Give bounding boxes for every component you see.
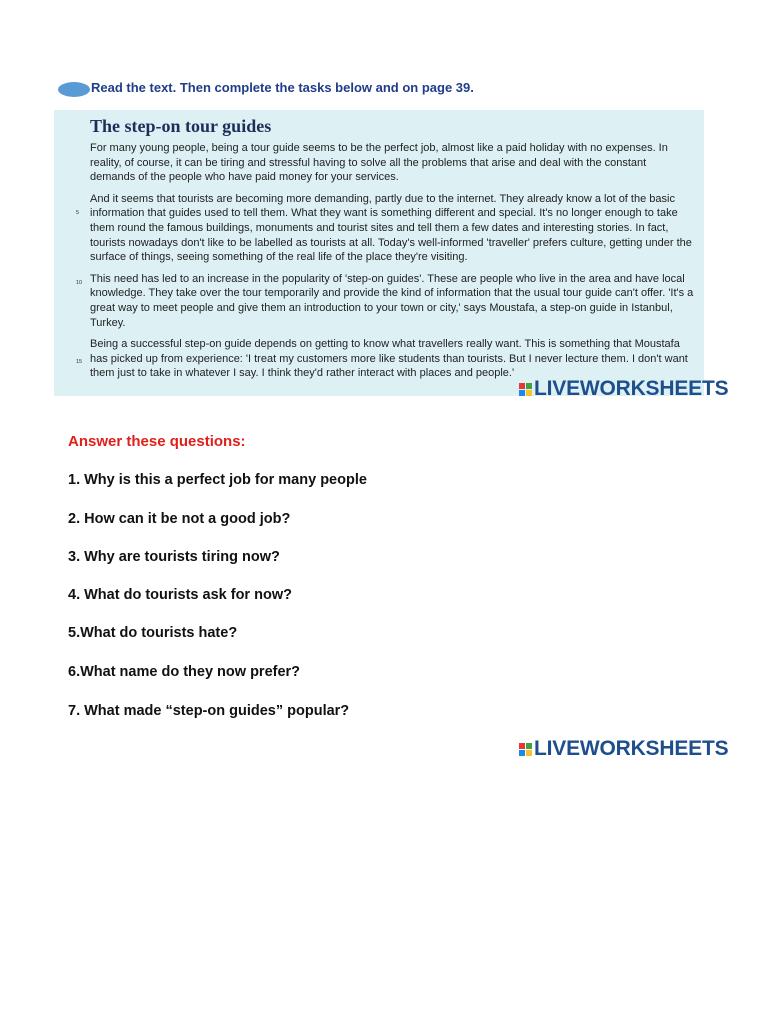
logo-square-l [519,743,525,749]
paragraph-3 [76,272,694,330]
logo-square-e [526,750,532,756]
logo-square-i [526,743,532,749]
line-number: 10 [76,279,83,286]
question-1: 1. Why is this a perfect job for many people [68,472,367,488]
question-3: 3. Why are tourists tiring now? [68,549,280,565]
reading-paragraphs [76,141,694,388]
instruction-marker-oval [58,82,90,97]
logo-square-v [519,750,525,756]
paragraph-1 [90,141,694,185]
reading-title: The step-on tour guides [90,116,272,136]
logo-text: LIVEWORKSHEETS [534,737,729,760]
paragraph-text: And it seems that tourists are becoming more demanding, partly due to the internet. They already know a lot of the basic information that guides used to tell them. What they want is something different and special. It's no longer enough to take them round the famous buildings, monuments and tourist sites and tell them a few dates and interesting stories. In fact, tourists nowadays don't like to be labelled as tourists at all. Today's well-informed 'traveller' prefers culture, getting under the surface of things, seeing something of the real life of the place they're visiting. [90,192,692,264]
paragraph-text: This need has led to an increase in the popularity of 'step-on guides'. These are people who live in the area and have local knowledge. They take over the tour temporarily and provide the kind of information that the usual tour guide can't offer. 'It's a great way to meet people and give them an introduction to your town or city,' says Moustafa, a step-on guide in Istanbul, Turkey. [90,272,694,329]
logo-square-v [519,390,525,396]
paragraph-2 [76,192,694,265]
paragraph-text: For many young people, being a tour guide seems to be the perfect job, almost like a paid holiday with no expenses. In reality, of course, it can be tiring and stressful having to solve all the problems that arise and deal with the constant demands of the people who have paid money for your services. [90,142,668,184]
question-5: 5.What do tourists hate? [68,625,238,641]
question-4: 4. What do tourists ask for now? [68,587,292,603]
questions-heading: Answer these questions: [68,433,246,450]
logo-square-i [526,383,532,389]
logo-squares [519,743,532,756]
question-2: 2. How can it be not a good job? [68,511,291,527]
line-number: 15 [76,359,83,366]
liveworksheets-logo [519,738,728,760]
paragraph-text: Being a successful step-on guide depends on getting to know what travellers really want. This is something that Moustafa has picked up from experience: 'I treat my customers more like students than tourists. But I never lecture them. I don't want them just to take in whatever I say. I think they'd rather interact with places and people.' [90,338,688,380]
reading-passage-box [54,110,704,396]
question-7: 7. What made “step-on guides” popular? [68,703,350,719]
instruction-text: Read the text. Then complete the tasks below and on page 39. [91,80,474,95]
paragraph-4 [76,337,694,381]
logo-squares [519,383,532,396]
liveworksheets-logo [519,378,728,400]
logo-square-e [526,390,532,396]
logo-square-l [519,383,525,389]
logo-text: LIVEWORKSHEETS [534,377,729,400]
instruction-row [58,80,718,100]
line-number: 5 [76,209,80,216]
question-6: 6.What name do they now prefer? [68,664,301,680]
